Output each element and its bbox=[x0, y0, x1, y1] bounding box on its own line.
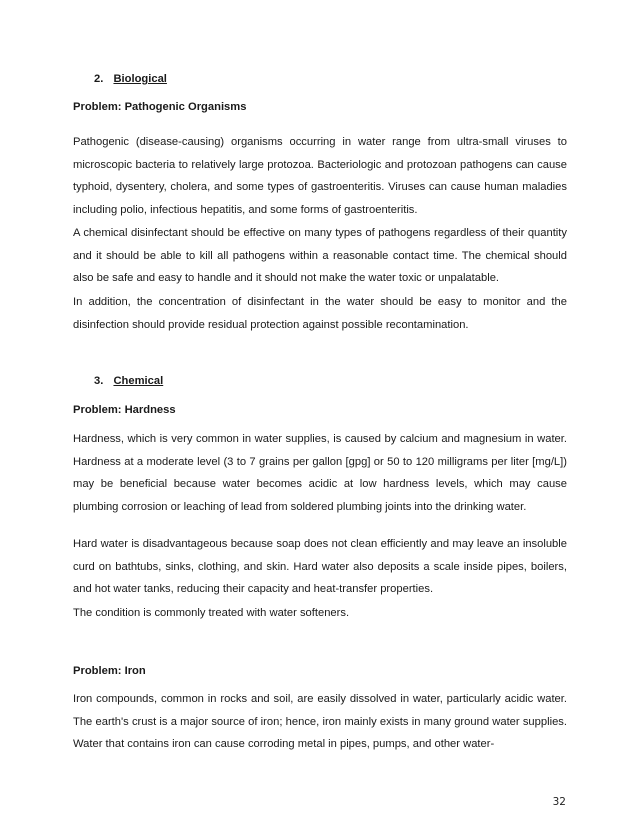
section-heading-chemical bbox=[94, 374, 554, 388]
paragraph-monitoring: In addition, the concentration of disinfectant in the water should be easy to monitor and the disinfection should provide residual protection against possible recontamination. bbox=[73, 296, 567, 331]
paragraph-iron: Iron compounds, common in rocks and soil, are easily dissolved in water, particularly acidic water. The earth's crust is a major source of iron; hence, iron mainly exists in many ground water supplies. Water that contains iron can cause corroding metal in pipes, pumps, and other water- bbox=[73, 693, 567, 750]
paragraph-pathogens: Pathogenic (disease-causing) organisms occurring in water range from ultra-small viruses to microscopic bacteria to relatively large protozoa. Bacteriologic and protozoan pathogens can cause typhoid, dysentery, cholera, and some types of gastroenteritis. Viruses can cause human maladies including polio, infectious hepatitis, and some forms of gastroenteritis. bbox=[73, 136, 567, 216]
section-title: Biological bbox=[113, 73, 167, 85]
problem-heading-hardness: Problem: Hardness bbox=[73, 404, 176, 416]
problem-heading-iron: Problem: Iron bbox=[73, 665, 146, 677]
paragraph-hardness: Hardness, which is very common in water supplies, is caused by calcium and magnesium in water. Hardness at a moderate level (3 to 7 grains per gallon [gpg] or 50 to 120 milligrams per liter [mg/L]) may be beneficial because water becomes acidic at low hardness levels, which may cause plumbing corrosion or leaching of lead from soldered plumbing joints into the drinking water. bbox=[73, 433, 567, 513]
paragraph-hard-water: Hard water is disadvantageous because soap does not clean efficiently and may leave an insoluble curd on bathtubs, sinks, clothing, and skin. Hard water also deposits a scale inside pipes, boilers, and hot water tanks, reducing their capacity and heat-transfer properties. bbox=[73, 538, 567, 595]
paragraph-softeners: The condition is commonly treated with water softeners. bbox=[73, 607, 350, 619]
page-number: 32 bbox=[552, 796, 566, 808]
paragraph-disinfectant: A chemical disinfectant should be effective on many types of pathogens regardless of their quantity and it should be able to kill all pathogens within a reasonable contact time. The chemical should also be safe and easy to handle and it should not make the water toxic or unpalatable. bbox=[73, 227, 567, 284]
section-heading-biological bbox=[94, 72, 554, 86]
problem-heading-pathogenic: Problem: Pathogenic Organisms bbox=[73, 101, 247, 113]
section-number: 2. bbox=[94, 73, 104, 85]
section-number: 3. bbox=[94, 375, 104, 387]
section-title: Chemical bbox=[113, 375, 164, 387]
